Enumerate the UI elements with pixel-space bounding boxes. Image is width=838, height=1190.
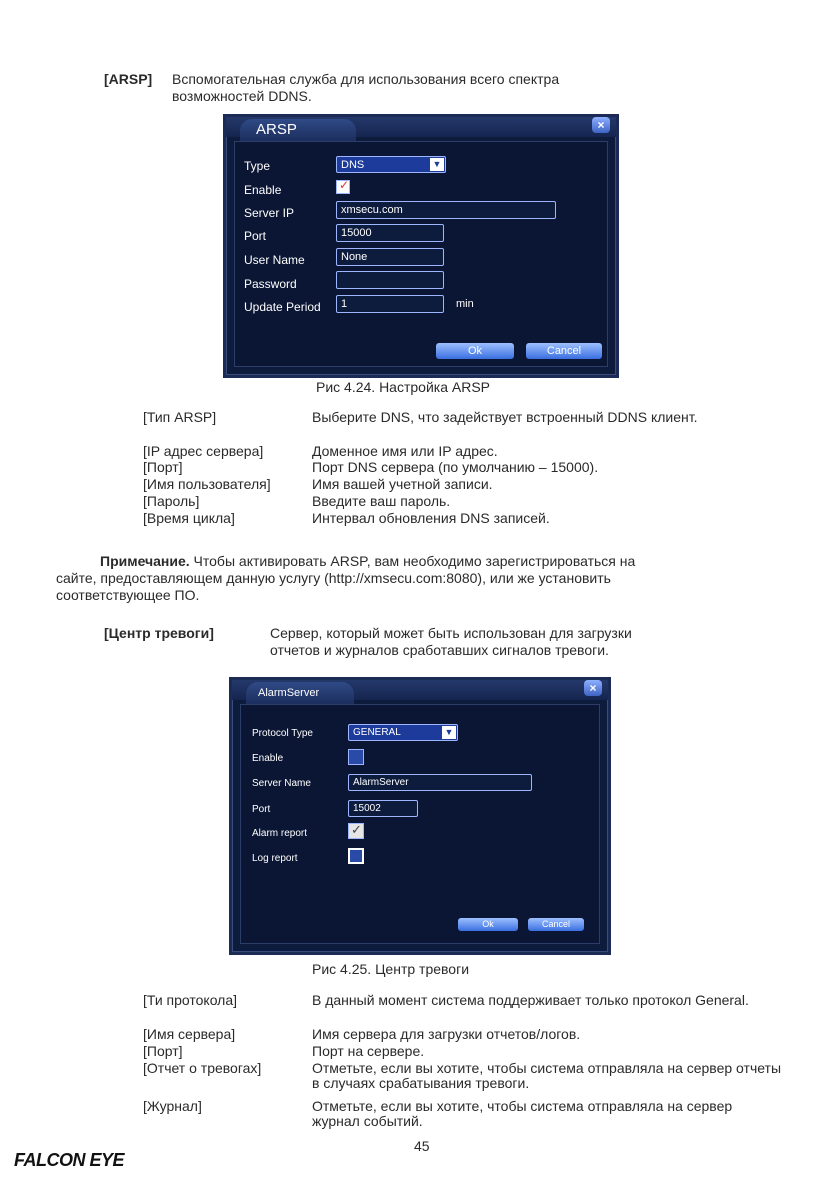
def-term: [Имя пользователя] bbox=[143, 476, 271, 492]
protocol-value: GENERAL bbox=[353, 727, 401, 738]
user-name-input[interactable]: None bbox=[336, 248, 444, 266]
protocol-select[interactable] bbox=[348, 724, 458, 741]
arsp-term: [ARSP] bbox=[104, 71, 153, 87]
def-term: [Время цикла] bbox=[143, 510, 235, 526]
def-text: Имя вашей учетной записи. bbox=[312, 476, 493, 492]
arsp-dialog bbox=[223, 114, 619, 378]
cancel-button[interactable]: Cancel bbox=[528, 918, 584, 931]
close-icon[interactable]: × bbox=[592, 117, 610, 133]
enable-label: Enable bbox=[244, 183, 282, 197]
arsp-desc-line1: Вспомогательная служба для использования всего спектра bbox=[172, 71, 560, 87]
port-input[interactable]: 15000 bbox=[336, 224, 444, 242]
check-icon: ✓ bbox=[339, 178, 350, 192]
def-text: Введите ваш пароль. bbox=[312, 493, 451, 509]
server-name-label: Server Name bbox=[252, 778, 311, 789]
chevron-down-icon: ▼ bbox=[442, 726, 456, 739]
update-period-input[interactable]: 1 bbox=[336, 295, 444, 313]
protocol-label: Protocol Type bbox=[252, 728, 313, 739]
cancel-button[interactable]: Cancel bbox=[526, 343, 602, 359]
def-text: Отметьте, если вы хотите, чтобы система отправляла на сервер журнал событий. bbox=[312, 1098, 733, 1129]
alarm-report-label: Alarm report bbox=[252, 828, 308, 839]
ok-button[interactable]: Ok bbox=[436, 343, 514, 359]
chevron-down-icon: ▼ bbox=[430, 158, 444, 171]
alarm-server-dialog bbox=[229, 677, 611, 955]
def-text: В данный момент система поддерживает только протокол General. bbox=[312, 992, 749, 1008]
def-term: [Пароль] bbox=[143, 493, 200, 509]
falcon-eye-logo: FALCON EYE bbox=[14, 1150, 125, 1170]
alarm-desc-line2: отчетов и журналов сработавших сигналов тревоги. bbox=[270, 642, 609, 658]
log-report-label: Log report bbox=[252, 853, 298, 864]
def-term: [Тип ARSP] bbox=[143, 409, 217, 425]
server-ip-input[interactable]: xmsecu.com bbox=[336, 201, 556, 219]
password-label: Password bbox=[244, 277, 297, 291]
figure-caption-2: Рис 4.25. Центр тревоги bbox=[312, 961, 470, 977]
enable-label: Enable bbox=[252, 753, 284, 764]
def-text: Порт на сервере. bbox=[312, 1043, 425, 1059]
def-term: [Ти протокола] bbox=[143, 992, 238, 1008]
log-report-checkbox[interactable] bbox=[348, 848, 364, 864]
type-value: DNS bbox=[341, 159, 365, 171]
user-name-label: User Name bbox=[244, 253, 305, 267]
note-line3: соответствующее ПО. bbox=[56, 587, 200, 603]
def-text: Порт DNS сервера (по умолчанию – 15000). bbox=[312, 459, 599, 475]
def-text: Доменное имя или IP адрес. bbox=[312, 443, 498, 459]
type-label: Type bbox=[244, 159, 271, 173]
def-text: Отметьте, если вы хотите, чтобы система отправляла на сервер отчеты в случаях срабатывания тревоги. bbox=[312, 1060, 782, 1091]
password-input[interactable] bbox=[336, 271, 444, 289]
note-line2: сайте, предоставляющем данную услугу (http://xmsecu.com:8080), или же установить bbox=[56, 570, 611, 586]
def-text: Интервал обновления DNS записей. bbox=[312, 510, 550, 526]
note-line1 bbox=[100, 553, 635, 569]
update-period-unit: min bbox=[456, 298, 474, 310]
def-term: [IP адрес сервера] bbox=[143, 443, 264, 459]
note-label: Примечание. bbox=[100, 553, 190, 569]
port-label: Port bbox=[252, 804, 271, 815]
def-term: [Порт] bbox=[143, 1043, 183, 1059]
ok-button[interactable]: Ok bbox=[458, 918, 518, 931]
port-input[interactable]: 15002 bbox=[348, 800, 418, 817]
figure-caption-1: Рис 4.24. Настройка ARSP bbox=[316, 379, 491, 395]
update-period-label: Update Period bbox=[244, 300, 321, 314]
alarm-desc-line1: Сервер, который может быть использован для загрузки bbox=[270, 625, 632, 641]
alarm-term: [Центр тревоги] bbox=[104, 625, 214, 641]
server-name-input[interactable]: AlarmServer bbox=[348, 774, 532, 791]
dialog-title: AlarmServer bbox=[246, 682, 354, 704]
def-term: [Имя сервера] bbox=[143, 1026, 236, 1042]
type-select[interactable] bbox=[336, 156, 446, 173]
enable-checkbox[interactable] bbox=[336, 180, 350, 194]
def-term: [Журнал] bbox=[143, 1098, 202, 1114]
port-label: Port bbox=[244, 229, 267, 243]
alarm-report-checkbox[interactable] bbox=[348, 823, 364, 839]
dialog-title: ARSP bbox=[240, 119, 356, 141]
close-icon[interactable]: × bbox=[584, 680, 602, 696]
def-term: [Порт] bbox=[143, 459, 183, 475]
check-icon: ✓ bbox=[351, 822, 362, 837]
page-number: 45 bbox=[414, 1138, 430, 1154]
def-text: Имя сервера для загрузки отчетов/логов. bbox=[312, 1026, 581, 1042]
arsp-desc-line2: возможностей DDNS. bbox=[172, 88, 312, 104]
def-text: Выберите DNS, что задействует встроенный DDNS клиент. bbox=[312, 409, 698, 425]
server-ip-label: Server IP bbox=[244, 206, 295, 220]
def-term: [Отчет о тревогах] bbox=[143, 1060, 262, 1076]
note-text1: Чтобы активировать ARSP, вам необходимо зарегистрироваться на bbox=[189, 553, 636, 569]
enable-checkbox[interactable] bbox=[348, 749, 364, 765]
